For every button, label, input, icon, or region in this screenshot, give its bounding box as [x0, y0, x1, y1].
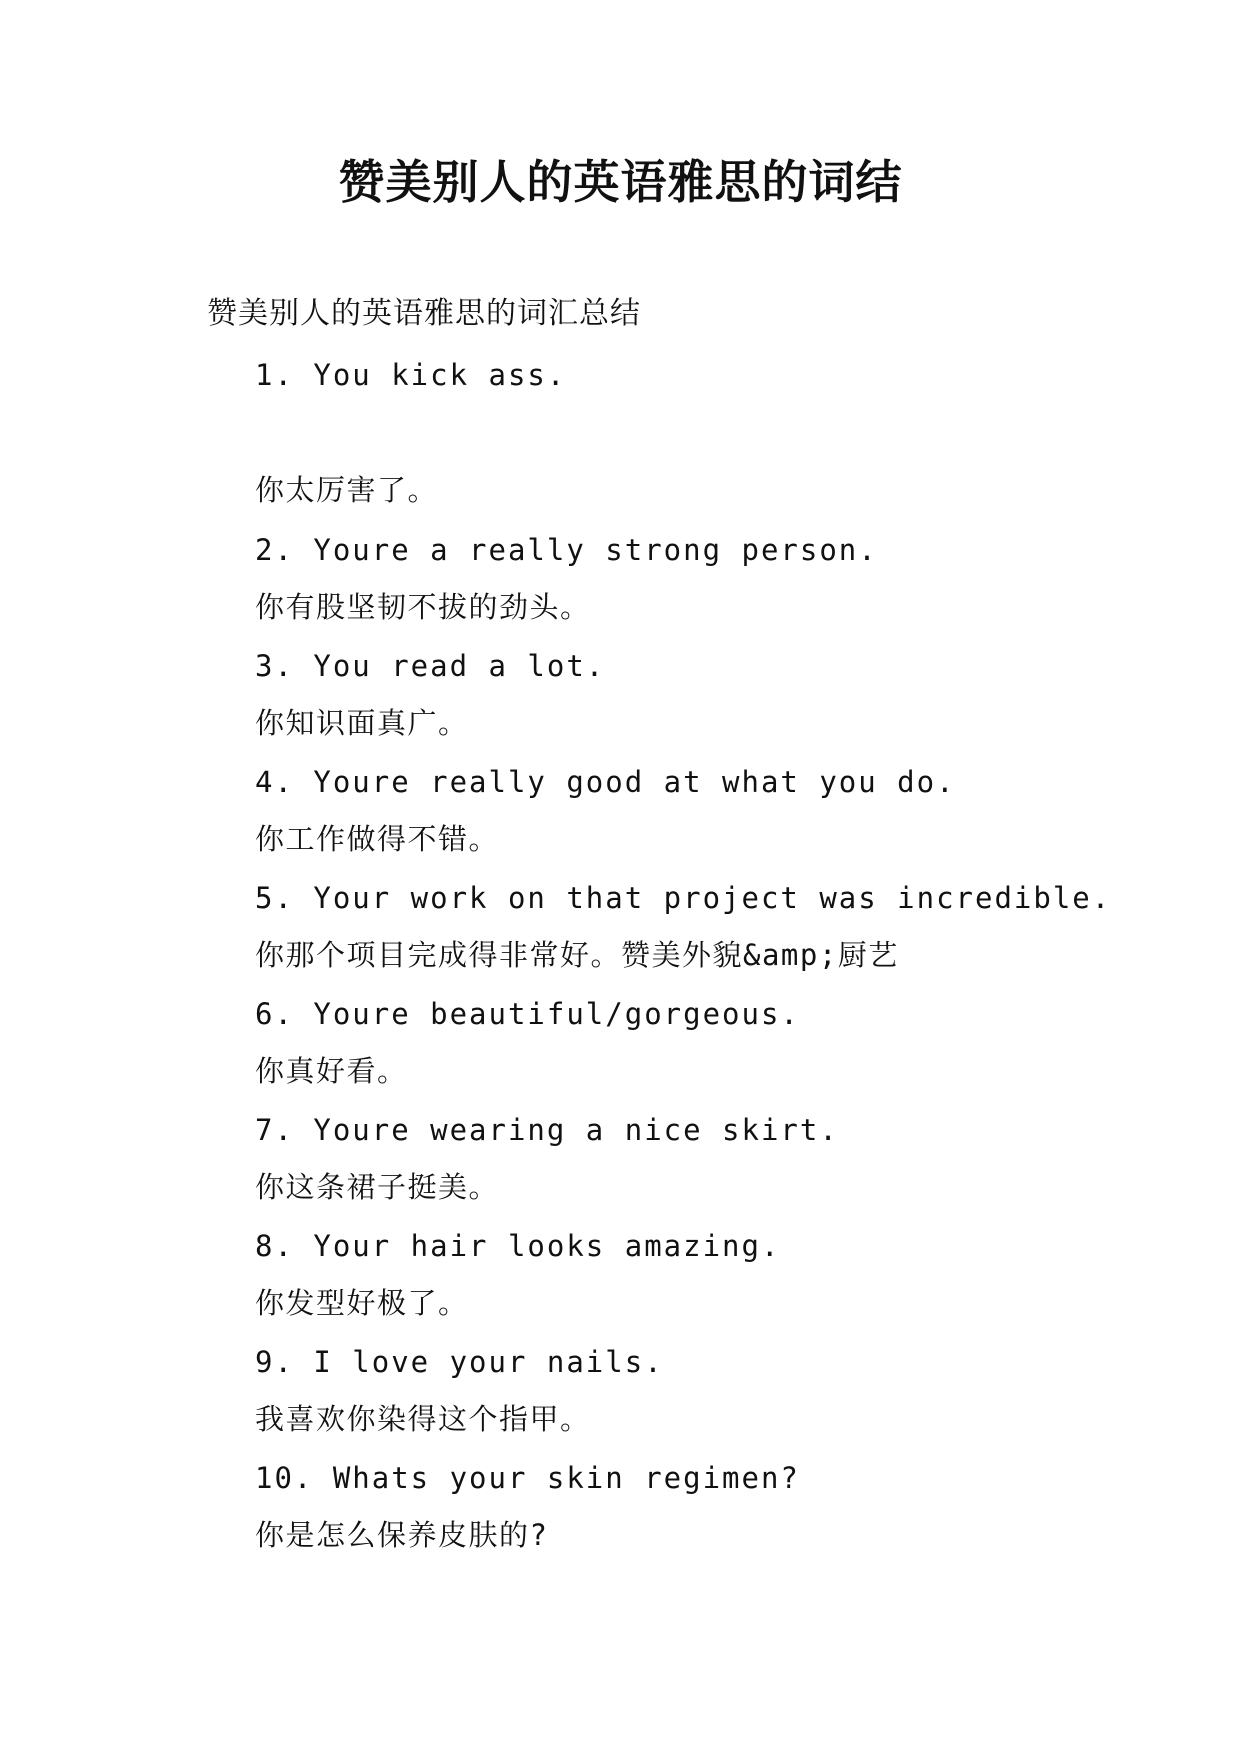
phrase-chinese: 你知识面真广。: [255, 706, 469, 740]
phrase-chinese: 你发型好极了。: [255, 1286, 469, 1320]
phrase-chinese: 你真好看。: [255, 1054, 408, 1088]
phrase-english: 4. Youre really good at what you do.: [255, 765, 956, 799]
phrase-chinese: 我喜欢你染得这个指甲。: [255, 1402, 591, 1436]
phrase-chinese: 你太厉害了。: [255, 473, 439, 507]
phrase-chinese: 你这条裙子挺美。: [255, 1170, 500, 1204]
document-title: 赞美别人的英语雅思的词结: [338, 155, 903, 209]
phrase-chinese: 你工作做得不错。: [255, 822, 500, 856]
phrase-english: 3. You read a lot.: [255, 649, 606, 683]
phrase-chinese: 你是怎么保养皮肤的?: [255, 1518, 549, 1552]
phrase-english: 10. Whats your skin regimen?: [255, 1461, 800, 1495]
document-subtitle: 赞美别人的英语雅思的词汇总结: [207, 296, 641, 331]
phrase-chinese: 你那个项目完成得非常好。赞美外貌&amp;厨艺: [255, 938, 899, 972]
phrase-english: 5. Your work on that project was incredible.: [255, 881, 1112, 915]
phrase-english: 8. Your hair looks amazing.: [255, 1229, 781, 1263]
phrase-english: 9. I love your nails.: [255, 1345, 664, 1379]
phrase-english: 6. Youre beautiful/gorgeous.: [255, 997, 800, 1031]
phrase-chinese: 你有股坚韧不拔的劲头。: [255, 590, 591, 624]
phrase-english: 7. Youre wearing a nice skirt.: [255, 1113, 839, 1147]
phrase-english: 1. You kick ass.: [255, 358, 567, 392]
phrase-english: 2. Youre a really strong person.: [255, 533, 878, 567]
